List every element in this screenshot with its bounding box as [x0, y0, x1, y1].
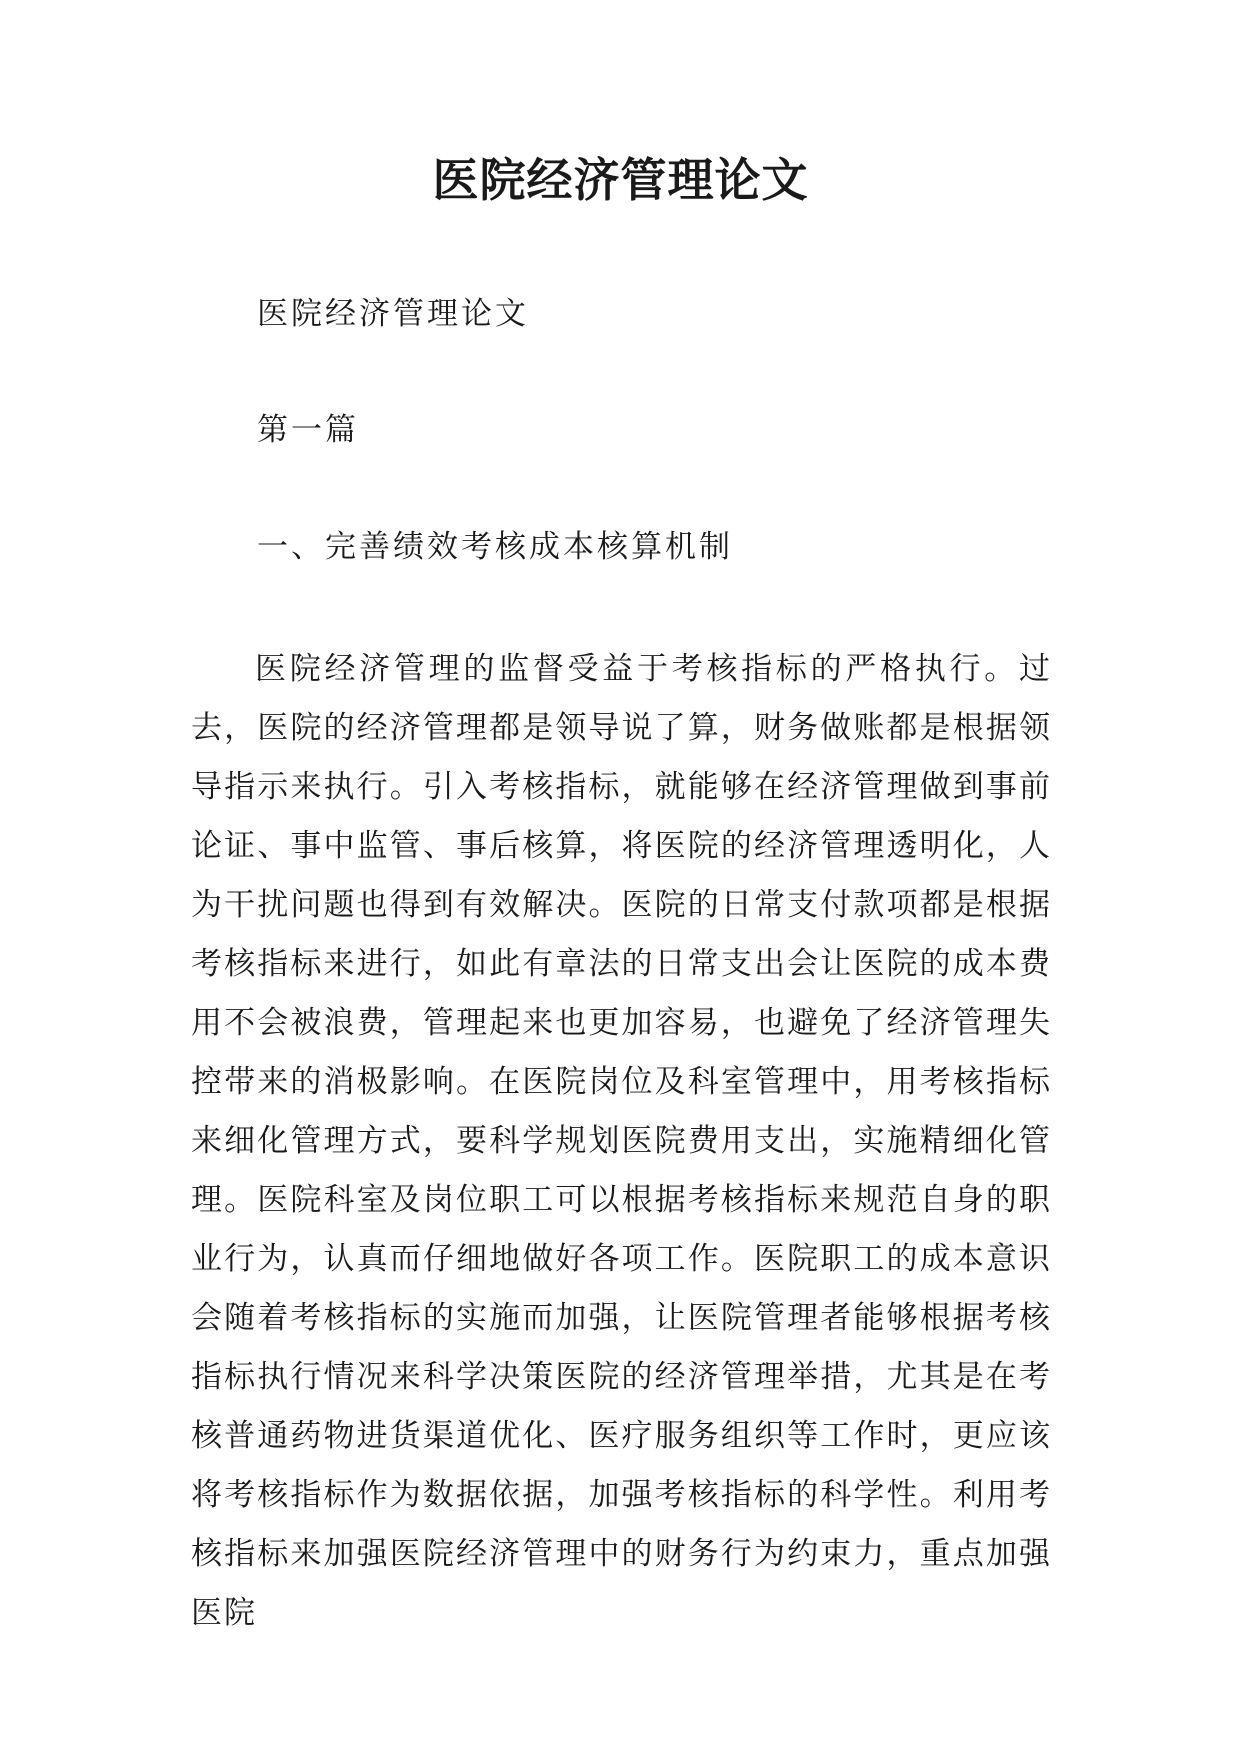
document-subtitle: 医院经济管理论文 — [257, 296, 529, 332]
body-paragraph: 医院经济管理的监督受益于考核指标的严格执行。过去，医院的经济管理都是领导说了算，财务做账都是根据领导指示来执行。引入考核指标，就能够在经济管理做到事前论证、事中监管、事后核算，将医院的经济管理透明化，人为干扰问题也得到有效解决。医院的日常支付款项都是根据考核指标来进行，如此有章法的日常支出会让医院的成本费用不会被浪费，管理起来也更加容易，也避免了经济管理失控带来的消极影响。在医院岗位及科室管理中，用考核指标来细化管理方式，要科学规划医院费用支出，实施精细化管理。医院科室及岗位职工可以根据考核指标来规范自身的职业行为，认真而仔细地做好各项工作。医院职工的成本意识会随着考核指标的实施而加强，让医院管理者能够根据考核指标执行情况来科学决策医院的经济管理举措，尤其是在考核普通药物进货渠道优化、医疗服务组织等工作时，更应该将考核指标作为数据依据，加强考核指标的科学性。利用考核指标来加强医院经济管理中的财务行为约束力，重点加强医院 — [191, 651, 1052, 1631]
part-label: 第一篇 — [257, 412, 359, 448]
section-heading: 一、完善绩效考核成本核算机制 — [257, 529, 733, 565]
document-title: 医院经济管理论文 — [432, 153, 809, 207]
